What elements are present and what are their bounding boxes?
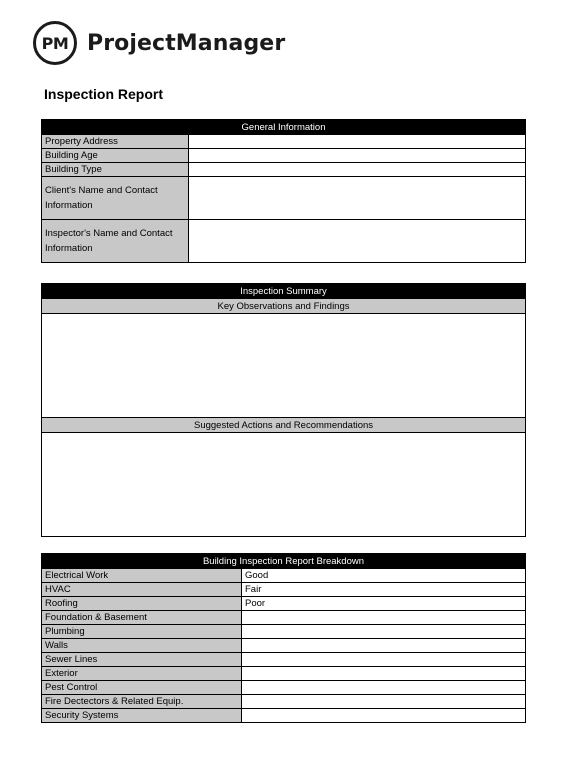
table-row bbox=[42, 583, 526, 597]
table-row bbox=[42, 149, 526, 163]
breakdown-label: Fire Dectectors & Related Equip. bbox=[42, 695, 242, 709]
inspector-contact-value[interactable] bbox=[189, 220, 526, 263]
breakdown-label: Walls bbox=[42, 639, 242, 653]
breakdown-label: Foundation & Basement bbox=[42, 611, 242, 625]
inspection-summary-header: Inspection Summary bbox=[42, 284, 526, 299]
breakdown-value[interactable] bbox=[242, 611, 526, 625]
client-contact-label: Client's Name and Contact Information bbox=[42, 177, 189, 220]
table-row bbox=[42, 135, 526, 149]
observations-field[interactable] bbox=[42, 314, 526, 418]
table-row bbox=[42, 611, 526, 625]
breakdown-label: Sewer Lines bbox=[42, 653, 242, 667]
table-row bbox=[42, 625, 526, 639]
actions-field[interactable] bbox=[42, 433, 526, 537]
table-row bbox=[42, 220, 526, 263]
breakdown-header: Building Inspection Report Breakdown bbox=[42, 554, 526, 569]
logo-mark: PM bbox=[33, 21, 77, 65]
breakdown-value[interactable] bbox=[242, 625, 526, 639]
brand-name: ProjectManager bbox=[87, 30, 286, 56]
breakdown-label: Security Systems bbox=[42, 709, 242, 723]
breakdown-label: Plumbing bbox=[42, 625, 242, 639]
breakdown-label: Exterior bbox=[42, 667, 242, 681]
breakdown-value[interactable] bbox=[242, 639, 526, 653]
table-row bbox=[42, 177, 526, 220]
breakdown-value[interactable] bbox=[242, 695, 526, 709]
building-age-label: Building Age bbox=[42, 149, 189, 163]
breakdown-value[interactable]: Good bbox=[242, 569, 526, 583]
table-row bbox=[42, 709, 526, 723]
table-row bbox=[42, 163, 526, 177]
breakdown-value[interactable] bbox=[242, 667, 526, 681]
table-row bbox=[42, 569, 526, 583]
table-row bbox=[42, 667, 526, 681]
table-row bbox=[42, 597, 526, 611]
breakdown-value[interactable]: Fair bbox=[242, 583, 526, 597]
page-title: Inspection Report bbox=[44, 86, 164, 102]
building-type-label: Building Type bbox=[42, 163, 189, 177]
table-row bbox=[42, 695, 526, 709]
breakdown-label: HVAC bbox=[42, 583, 242, 597]
building-age-value[interactable] bbox=[189, 149, 526, 163]
inspection-summary-table bbox=[41, 283, 526, 537]
general-information-table bbox=[41, 119, 526, 263]
brand-logo bbox=[33, 20, 285, 66]
client-contact-value[interactable] bbox=[189, 177, 526, 220]
breakdown-label: Roofing bbox=[42, 597, 242, 611]
observations-header: Key Observations and Findings bbox=[42, 299, 526, 314]
actions-header: Suggested Actions and Recommendations bbox=[42, 418, 526, 433]
table-row bbox=[42, 639, 526, 653]
breakdown-value[interactable]: Poor bbox=[242, 597, 526, 611]
table-row bbox=[42, 653, 526, 667]
breakdown-value[interactable] bbox=[242, 709, 526, 723]
breakdown-value[interactable] bbox=[242, 681, 526, 695]
property-address-label: Property Address bbox=[42, 135, 189, 149]
general-information-header: General Information bbox=[42, 120, 526, 135]
property-address-value[interactable] bbox=[189, 135, 526, 149]
breakdown-label: Electrical Work bbox=[42, 569, 242, 583]
breakdown-table bbox=[41, 553, 526, 723]
table-row bbox=[42, 681, 526, 695]
building-type-value[interactable] bbox=[189, 163, 526, 177]
inspector-contact-label: Inspector's Name and Contact Information bbox=[42, 220, 189, 263]
breakdown-label: Pest Control bbox=[42, 681, 242, 695]
breakdown-value[interactable] bbox=[242, 653, 526, 667]
